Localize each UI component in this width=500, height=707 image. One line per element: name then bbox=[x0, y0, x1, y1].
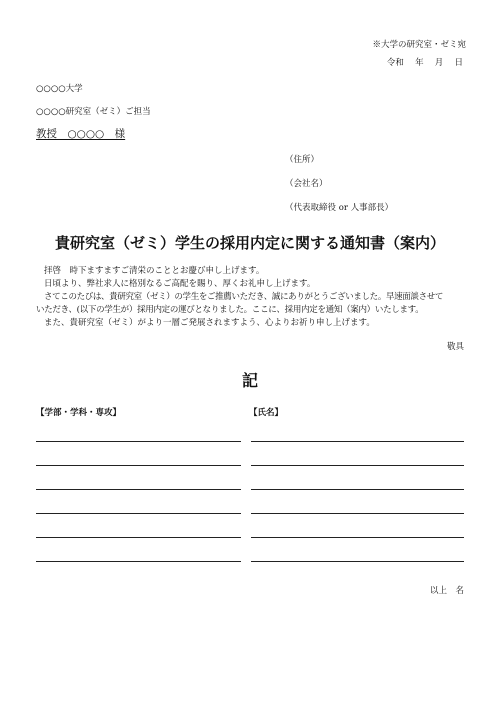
name-line bbox=[251, 441, 464, 442]
name-line bbox=[251, 537, 464, 538]
body-line-3: さてこのたびは、貴研究室（ゼミ）の学生をご推薦いただき、誠にありがとうございました。早速面談させて bbox=[44, 292, 444, 302]
sender-representative: （代表取締役 or 人事部長） bbox=[285, 203, 394, 213]
department-line bbox=[36, 465, 241, 466]
name-line bbox=[251, 513, 464, 514]
col-header-name: 【氏名】 bbox=[249, 408, 284, 418]
ki-heading: 記 bbox=[241, 371, 258, 390]
sender-address: （住所） bbox=[285, 155, 320, 165]
name-line bbox=[251, 489, 464, 490]
sender-company: （会社名） bbox=[285, 179, 328, 189]
body-line-1: 拝啓 時下ますますご清栄のこととお慶び申し上げます。 bbox=[44, 266, 265, 276]
department-line bbox=[36, 561, 241, 562]
name-line bbox=[251, 561, 464, 562]
closing-keigu: 敬具 bbox=[446, 342, 464, 352]
recipient-lab: ○○○○研究室（ゼミ）ご担当 bbox=[36, 107, 151, 117]
footer-count: 以上 名 bbox=[429, 586, 464, 596]
addressee-note: ※大学の研究室・ゼミ宛 bbox=[372, 40, 466, 50]
recipient-university: ○○○○大学 bbox=[36, 84, 83, 94]
body-line-5: また、貴研究室（ゼミ）がより一層ご発展されますよう、心よりお祈り申し上げます。 bbox=[44, 318, 375, 328]
department-line bbox=[36, 441, 241, 442]
department-line bbox=[36, 513, 241, 514]
department-line bbox=[36, 537, 241, 538]
date-line: 令和 年 月 日 bbox=[386, 58, 463, 68]
department-line bbox=[36, 489, 241, 490]
recipient-professor: 教授 ○○○○ 様 bbox=[36, 128, 126, 140]
body-line-4: いただき、(以下の学生が）採用内定の運びとなりました。ここに、採用内定を通知（案内）いたします。 bbox=[36, 305, 424, 315]
col-header-department: 【学部・学科・専攻】 bbox=[36, 408, 122, 418]
body-line-2: 日頃より、弊社求人に格別なるご高配を賜り、厚くお礼申し上げます。 bbox=[44, 279, 316, 289]
document-title: 貴研究室（ゼミ）学生の採用内定に関する通知書（案内） bbox=[54, 234, 445, 252]
name-line bbox=[251, 465, 464, 466]
